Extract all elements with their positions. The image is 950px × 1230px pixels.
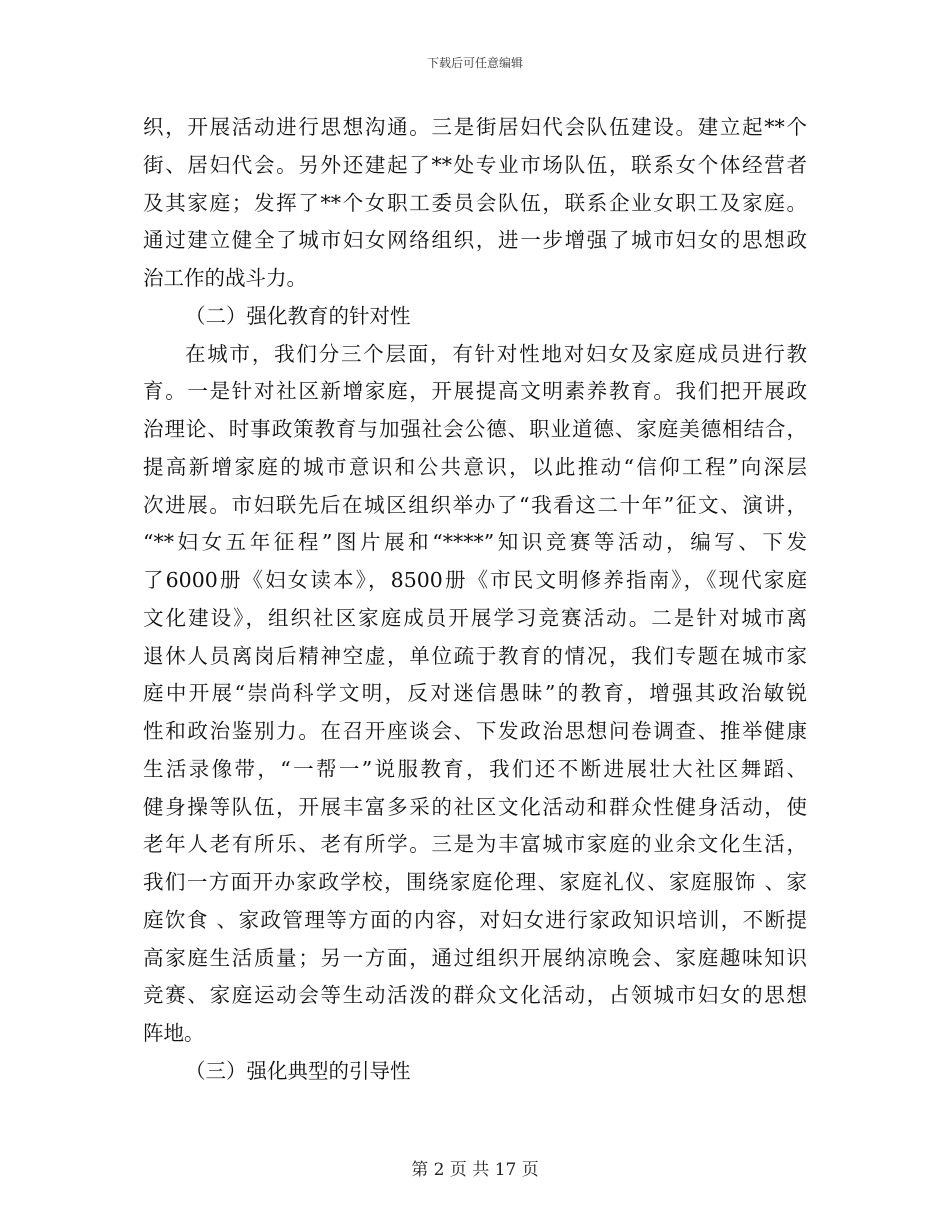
page-footer: 第 2 页 共 17 页 [411,1160,539,1180]
text-line: 健身操等队伍，开展丰富多采的社区文化活动和群众性健身活动，使 [143,794,807,819]
text-line: 通过建立健全了城市妇女网络组织，进一步增强了城市妇女的思想政 [143,228,807,253]
text-line: 老年人老有所乐、老有所学。三是为丰富城市家庭的业余文化生活， [143,832,807,857]
section-heading: （二）强化教育的针对性 [185,303,411,328]
text-line: 治理论、时事政策教育与加强社会公德、职业道德、家庭美德相结合， [143,417,807,441]
text-line: 阵地。 [143,1021,205,1045]
text-line: 庭饮食 、家政管理等方面的内容，对妇女进行家政知识培训，不断提 [143,907,807,932]
text-line: 高家庭生活质量；另一方面，通过组织开展纳凉晚会、家庭趣味知识 [143,945,807,970]
text-line: 提高新增家庭的城市意识和公共意识，以此推动“信仰工程”向深层 [143,454,807,479]
text-line: 及其家庭；发挥了**个女职工委员会队伍，联系企业女职工及家庭。 [143,190,807,215]
text-line: 我们一方面开办家政学校，围绕家庭伦理、家庭礼仪、家庭服饰 、家 [143,870,807,894]
text-line: 文化建设》，组织社区家庭成员开展学习竞赛活动。二是针对城市离 [143,605,807,630]
text-line: 次进展。市妇联先后在城区组织举办了“我看这二十年”征文、演讲， [143,492,807,517]
section-heading: （三）强化典型的引导性 [185,1058,411,1083]
text-line: 织，开展活动进行思想沟通。三是街居妇代会队伍建设。建立起**个 [143,115,807,139]
text-line: 性和政治鉴别力。在召开座谈会、下发政治思想问卷调查、推举健康 [143,719,807,743]
text-line: 育。一是针对社区新增家庭，开展提高文明素养教育。我们把开展政 [143,379,807,404]
text-line: 了6000册《妇女读本》，8500册《市民文明修养指南》，《现代家庭 [143,568,807,592]
text-line: “**妇女五年征程”图片展和“****”知识竞赛等活动，编写、下发 [143,530,807,555]
text-line: 庭中开展“崇尚科学文明，反对迷信愚昧”的教育，增强其政治敏锐 [143,681,807,706]
text-line: 生活录像带，“一帮一”说服教育，我们还不断进展壮大社区舞蹈、 [143,756,807,781]
text-line: 治工作的战斗力。 [143,266,307,290]
text-line: 退休人员离岗后精神空虚，单位疏于教育的情况，我们专题在城市家 [143,643,807,668]
text-line: 街、居妇代会。另外还建起了**处专业市场队伍，联系女个体经营者 [143,152,807,177]
text-line: 竞赛、家庭运动会等生动活泼的群众文化活动，占领城市妇女的思想 [143,983,807,1008]
page-header: 下载后可任意编辑 [426,56,523,70]
text-line: 在城市，我们分三个层面，有针对性地对妇女及家庭成员进行教 [185,341,807,366]
document-body [143,109,807,1091]
